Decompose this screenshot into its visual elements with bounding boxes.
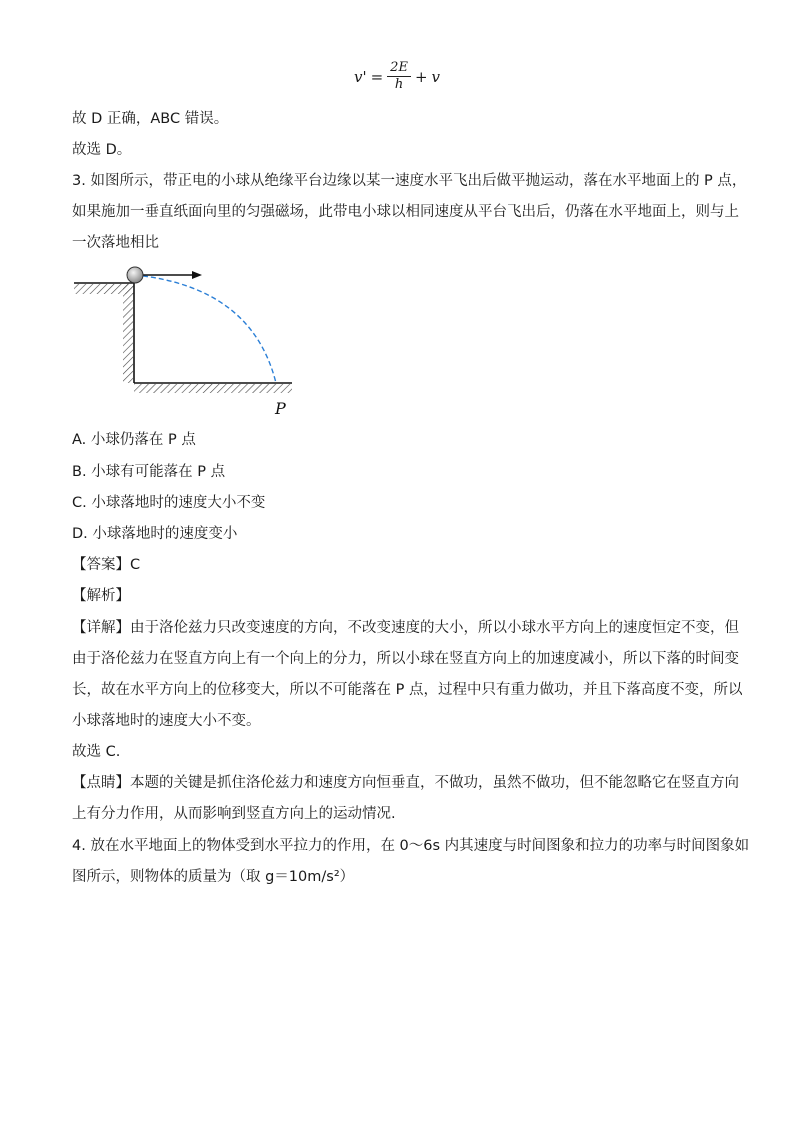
q3-stem-line-1: 3. 如图所示，带正电的小球从绝缘平台边缘以某一速度水平飞出后做平抛运动，落在水平地面上的 P 点， <box>72 173 747 189</box>
q3-stem-line-3: 一次落地相比 <box>72 235 159 251</box>
prev-conclusion: 故 D 正确，ABC 错误。 <box>72 111 229 127</box>
prev-choice: 故选 D。 <box>72 142 132 158</box>
trajectory-curve <box>135 275 276 383</box>
tip-line-2: 上有分力作用，从而影响到竖直方向上的运动情况. <box>72 806 396 822</box>
detail-line-2: 由于洛伦兹力在竖直方向上有一个向上的分力，所以小球在竖直方向上的加速度减小，所以下落的时间变 <box>72 651 739 667</box>
velocity-arrowhead <box>192 271 202 279</box>
formula-v: v <box>431 67 440 86</box>
landing-point-label: P <box>275 399 286 418</box>
tip-line-1: 【点睛】本题的关键是抓住洛伦兹力和速度方向恒垂直，不做功，虽然不做功，但不能忽略它在竖直方向 <box>72 775 739 791</box>
formula-fraction <box>387 60 411 93</box>
formula-numerator: 2E <box>387 60 411 77</box>
ground-hatch <box>134 384 292 393</box>
ball <box>127 267 143 283</box>
q3-stem-line-2: 如果施加一垂直纸面向里的匀强磁场，此带电小球以相同速度从平台飞出后，仍落在水平地面上，则与上 <box>72 204 739 220</box>
wall-hatch <box>123 283 133 383</box>
detail-line-4: 小球落地时的速度大小不变。 <box>72 713 261 729</box>
formula-denominator: h <box>394 77 404 92</box>
projectile-diagram <box>72 262 302 422</box>
answer-line <box>72 555 732 575</box>
formula-lhs: v' <box>353 67 367 86</box>
option-c: C. 小球落地时的速度大小不变 <box>72 495 266 511</box>
option-d: D. 小球落地时的速度变小 <box>72 526 238 542</box>
formula-plus: + <box>414 67 428 86</box>
formula-equals: = <box>370 67 384 86</box>
detail-line-3: 长，故在水平方向上的位移变大，所以不可能落在 P 点，过程中只有重力做功，并且下落高度不变，所以 <box>72 682 743 698</box>
analysis-tag: 【解析】 <box>72 588 130 604</box>
answer-tag: 【答案】 <box>72 557 130 573</box>
q4-stem-line-2: 图所示，则物体的质量为（取 g＝10m/s²） <box>72 869 355 885</box>
velocity-formula <box>0 60 794 93</box>
detail-line-1: 【详解】由于洛伦兹力只改变速度的方向，不改变速度的大小，所以小球水平方向上的速度恒定不变，但 <box>72 620 739 636</box>
option-a: A. 小球仍落在 P 点 <box>72 432 196 448</box>
option-b: B. 小球有可能落在 P 点 <box>72 464 226 480</box>
q4-stem-line-1: 4. 放在水平地面上的物体受到水平拉力的作用，在 0～6s 内其速度与时间图象和拉力的功率与时间图象如 <box>72 838 750 854</box>
answer-value: C <box>130 557 141 573</box>
q3-choose: 故选 C. <box>72 744 121 760</box>
